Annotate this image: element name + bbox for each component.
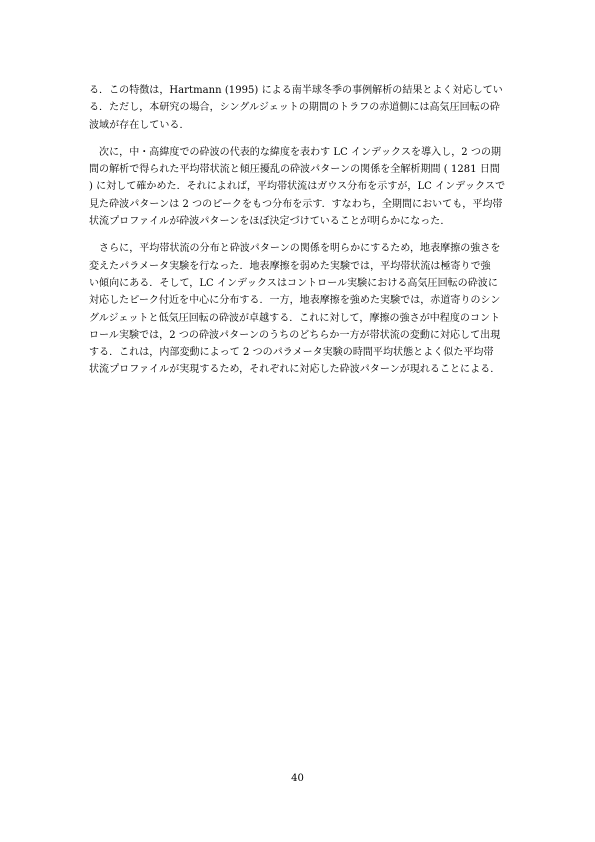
text-line: 見た砕波パターンは 2 つのピークをもつ分布を示す．すなわち，全期間においても，平均帯	[89, 198, 503, 210]
text-line: さらに，平均帯状流の分布と砕波パターンの関係を明らかにするため，地表摩擦の強さを	[89, 243, 501, 255]
text-line: 対応したピーク付近を中心に分布する．一方，地表摩擦を強めた実験では，赤道寄りのシン	[89, 295, 501, 307]
text-line: 次に，中・高緯度での砕波の代表的な緯度を表わす LC インデックスを導入し，2 つの期	[89, 146, 502, 158]
paragraph	[89, 144, 519, 230]
text-line: 状流プロファイルが実現するため，それぞれに対応した砕波パターンが現れることによる．	[89, 364, 501, 376]
page-number: 40	[291, 773, 304, 784]
paragraph	[89, 240, 519, 378]
text-line: する．これは，内部変動によって 2 つのパラメータ実験の時間平均状態とよく似た平均帯	[89, 347, 494, 359]
text-line: ) に対して確かめた．それによれば，平均帯状流はガウス分布を示すが，LC インデックスで	[89, 181, 506, 193]
paragraph	[89, 82, 519, 134]
text-line: グルジェットと低気圧回転の砕波が卓越する．これに対して，摩擦の強さが中程度のコント	[89, 312, 501, 324]
text-line: る．ただし，本研究の場合，シングルジェットの期間のトラフの赤道側には高気圧回転の砕	[89, 102, 500, 114]
text-line: る．この特徴は，Hartmann (1995) による南半球冬季の事例解析の結果とよく対応してい	[89, 85, 503, 96]
body-text	[89, 82, 519, 389]
text-line: 状流プロファイルが砕波パターンをほぼ決定づけていることが明らかになった．	[89, 216, 451, 228]
text-line: 変えたパラメータ実験を行なった．地表摩擦を弱めた実験では，平均帯状流は極寄りで強	[89, 260, 491, 272]
text-line: ロール実験では，2 つの砕波パターンのうちのどちらか一方が帯状流の変動に対応して出現	[89, 329, 501, 341]
text-line: 波域が存在している．	[89, 119, 190, 131]
text-line: い傾向にある．そして，LC インデックスはコントロール実験における高気圧回転の砕波に	[89, 277, 498, 289]
text-line: 間の解析で得られた平均帯状流と傾圧擾乱の砕波パターンの関係を全解析期間 ( 1281 日間	[89, 164, 500, 176]
